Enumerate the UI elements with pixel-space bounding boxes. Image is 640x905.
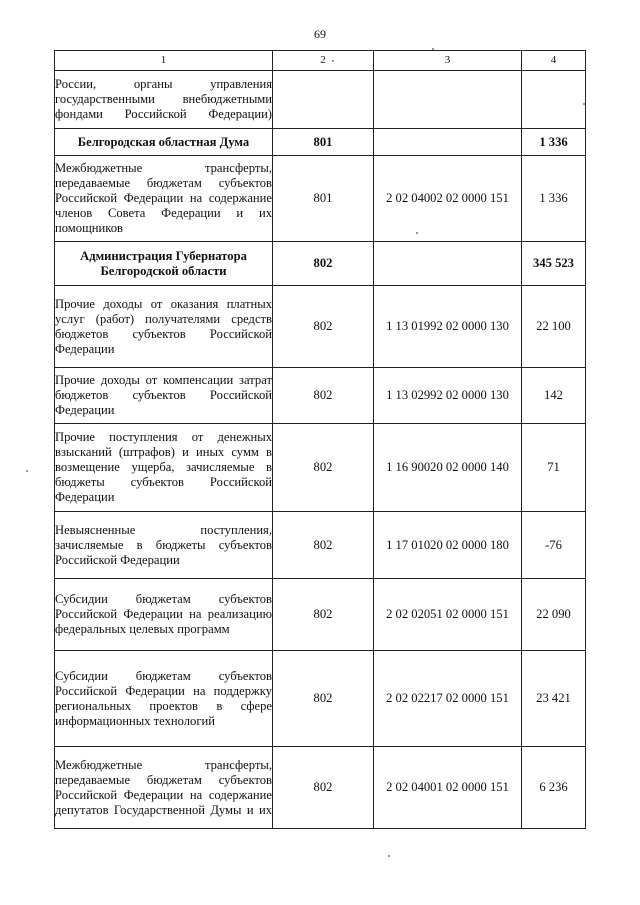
row-kbk-code: 1 13 01992 02 0000 130 (374, 286, 522, 368)
table-row-organization (55, 129, 586, 156)
row-admin-code: 802 (273, 512, 374, 579)
row-amount: 142 (522, 368, 586, 424)
row-admin-code: 802 (273, 424, 374, 512)
row-description: Прочие доходы от оказания платных услуг (работ) получателями средств бюджетов субъектов Российской Федерации (55, 286, 273, 368)
row-description: Субсидии бюджетам субъектов Российской Федерации на реализацию федеральных целевых программ (55, 579, 273, 651)
row-amount: 22 100 (522, 286, 586, 368)
row-amount: 345 523 (522, 242, 586, 286)
scan-speck (583, 103, 585, 105)
row-admin-code: 802 (273, 286, 374, 368)
column-header-2: 2 (273, 51, 374, 71)
row-kbk-code: 1 13 02992 02 0000 130 (374, 368, 522, 424)
organization-name: Белгородская областная Дума (55, 129, 273, 156)
row-amount: 23 421 (522, 651, 586, 747)
row-admin-code: 802 (273, 651, 374, 747)
table-row (55, 71, 586, 129)
row-kbk-code: 1 16 90020 02 0000 140 (374, 424, 522, 512)
row-description: Прочие поступления от денежных взысканий (штрафов) и иных сумм в возмещение ущерба, зачисляемые в бюджеты субъектов Российской Федерации (55, 424, 273, 512)
row-amount: 1 336 (522, 156, 586, 242)
scan-speck (416, 232, 418, 234)
row-description: России, органы управления государственными внебюджетными фондами Российской Федерации) (55, 71, 273, 129)
table-row (55, 579, 586, 651)
column-header-4: 4 (522, 51, 586, 71)
row-kbk-code: 2 02 04001 02 0000 151 (374, 747, 522, 829)
table-row (55, 512, 586, 579)
scan-speck (388, 855, 390, 857)
column-header-1: 1 (55, 51, 273, 71)
row-kbk-code: 2 02 02217 02 0000 151 (374, 651, 522, 747)
row-admin-code: 802 (273, 242, 374, 286)
page-number: 69 (314, 27, 326, 41)
row-admin-code: 801 (273, 156, 374, 242)
row-kbk-code (374, 129, 522, 156)
row-description: Межбюджетные трансферты, передаваемые бюджетам субъектов Российской Федерации на содержание депутатов Государственной Думы и их (55, 747, 273, 829)
row-amount: 22 090 (522, 579, 586, 651)
row-kbk-code (374, 242, 522, 286)
row-description: Прочие доходы от компенсации затрат бюджетов субъектов Российской Федерации (55, 368, 273, 424)
table-row (55, 156, 586, 242)
table-row (55, 747, 586, 829)
row-description: Межбюджетные трансферты, передаваемые бюджетам субъектов Российской Федерации на содержание членов Совета Федерации и их помощников (55, 156, 273, 242)
table-row (55, 368, 586, 424)
table-row (55, 424, 586, 512)
row-admin-code: 802 (273, 747, 374, 829)
row-amount (522, 71, 586, 129)
table-row (55, 286, 586, 368)
row-amount: -76 (522, 512, 586, 579)
row-admin-code: 802 (273, 579, 374, 651)
row-description: Субсидии бюджетам субъектов Российской Федерации на поддержку региональных проектов в сфере информационных технологий (55, 651, 273, 747)
row-amount: 71 (522, 424, 586, 512)
row-kbk-code: 1 17 01020 02 0000 180 (374, 512, 522, 579)
revenue-table (54, 50, 586, 829)
row-description: Невыясненные поступления, зачисляемые в бюджеты субъектов Российской Федерации (55, 512, 273, 579)
row-admin-code: 802 (273, 368, 374, 424)
row-amount: 1 336 (522, 129, 586, 156)
row-kbk-code: 2 02 02051 02 0000 151 (374, 579, 522, 651)
table-row (55, 651, 586, 747)
scan-speck (26, 470, 28, 472)
row-kbk-code: 2 02 04002 02 0000 151 (374, 156, 522, 242)
scan-speck (432, 48, 434, 50)
table-row-organization (55, 242, 586, 286)
row-kbk-code (374, 71, 522, 129)
scan-speck (332, 60, 334, 62)
column-header-3: 3 (374, 51, 522, 71)
table-header-row (55, 51, 586, 71)
row-admin-code (273, 71, 374, 129)
row-admin-code: 801 (273, 129, 374, 156)
row-amount: 6 236 (522, 747, 586, 829)
organization-name: Администрация Губернатора Белгородской области (55, 242, 273, 286)
